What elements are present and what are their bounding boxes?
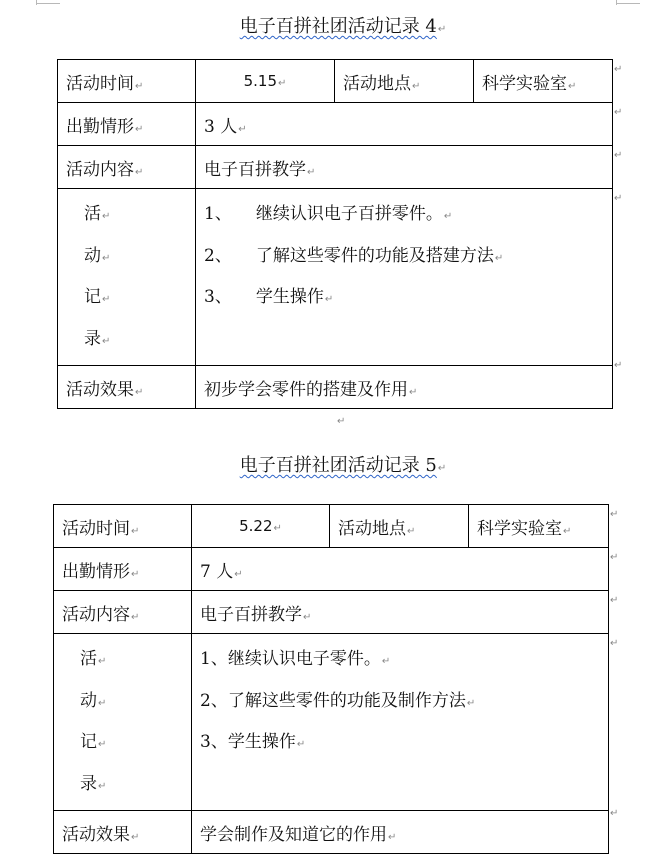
attendance-value: 3 人↵: [196, 103, 613, 146]
time-value: 5.22↵: [192, 505, 330, 548]
record-title-text: 电子百拼社团活动记录 4: [239, 16, 437, 37]
content-value: 电子百拼教学↵: [192, 591, 609, 634]
attendance-value: 7 人↵: [192, 548, 609, 591]
effect-value: 学会制作及知道它的作用↵: [192, 811, 609, 854]
time-value: 5.15↵: [196, 60, 335, 103]
log-label-char: 动↵: [84, 245, 111, 266]
row-end-mark: ↵: [610, 552, 619, 563]
log-list: [192, 634, 609, 811]
log-label: [58, 189, 196, 366]
content-value: 电子百拼教学↵: [196, 146, 613, 189]
log-label-char: 活↵: [84, 204, 111, 224]
row-end-mark: ↵: [610, 509, 619, 520]
effect-label: 活动效果↵: [54, 811, 192, 854]
content-label: 活动内容↵: [58, 146, 196, 189]
log-label-char: 记↵: [80, 732, 107, 752]
log-label-char: 动↵: [80, 690, 107, 711]
list-item: 2、了解这些零件的功能及制作方法↵: [200, 690, 476, 711]
attendance-label: 出勤情形↵: [58, 103, 196, 146]
content-label: 活动内容↵: [54, 591, 192, 634]
list-item: 1、 继续认识电子百拼零件。↵: [204, 204, 453, 224]
log-list: [196, 189, 613, 366]
activity-record-table: [53, 504, 609, 854]
page-corner-mark-left-h: [36, 3, 60, 4]
effect-label: 活动效果↵: [58, 366, 196, 409]
row-end-mark: ↵: [610, 595, 619, 606]
row-end-mark: ↵: [614, 64, 623, 75]
record-title: [0, 12, 652, 38]
attendance-label: 出勤情形↵: [54, 548, 192, 591]
list-item: 3、学生操作↵: [200, 732, 306, 752]
effect-value: 初步学会零件的搭建及作用↵: [196, 366, 613, 409]
log-label-char: 记↵: [84, 287, 111, 307]
log-label-char: 录↵: [80, 773, 107, 794]
row-end-mark: ↵: [614, 150, 623, 161]
log-label-char: 录↵: [84, 328, 111, 349]
list-item: 1、继续认识电子零件。↵: [200, 649, 391, 669]
time-label: 活动时间↵: [58, 60, 196, 103]
list-item: 3、 学生操作↵: [204, 287, 334, 307]
place-label: 活动地点↵: [330, 505, 469, 548]
paragraph-mark: ↵: [437, 463, 447, 474]
list-item: 2、 了解这些零件的功能及搭建方法↵: [204, 245, 504, 266]
activity-record-table: [57, 59, 613, 409]
place-value: 科学实验室↵: [469, 505, 609, 548]
row-end-mark: ↵: [614, 360, 623, 371]
paragraph-mark: ↵: [437, 24, 447, 35]
row-end-mark: ↵: [610, 638, 619, 649]
log-label: [54, 634, 192, 811]
time-label: 活动时间↵: [54, 505, 192, 548]
row-end-mark: ↵: [610, 808, 619, 819]
page-corner-mark-right-h: [616, 3, 640, 4]
log-label-char: 活↵: [80, 649, 107, 669]
record-title: [0, 451, 652, 477]
place-value: 科学实验室↵: [474, 60, 613, 103]
row-end-mark: ↵: [614, 193, 623, 204]
row-end-mark: ↵: [614, 107, 623, 118]
place-label: 活动地点↵: [335, 60, 474, 103]
paragraph-mark: ↵: [337, 416, 346, 427]
record-title-text: 电子百拼社团活动记录 5: [239, 455, 437, 476]
